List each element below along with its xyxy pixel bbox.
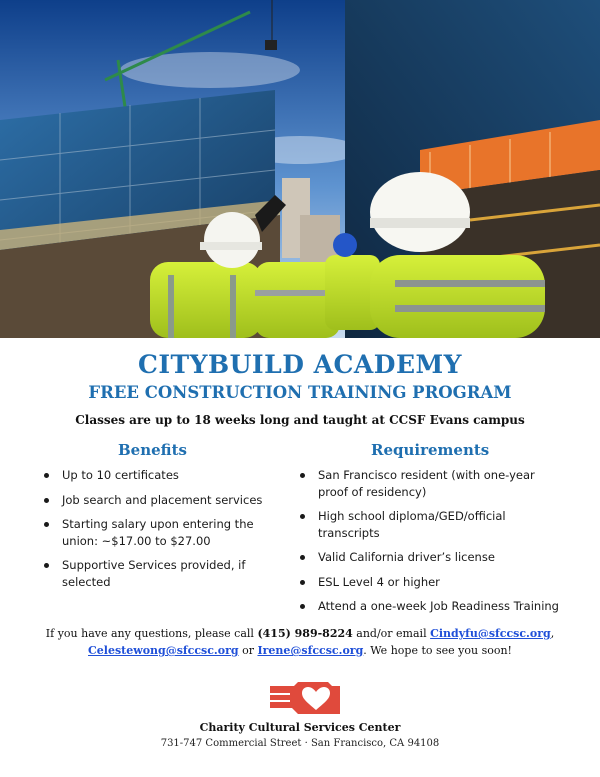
- email-link-cindy[interactable]: Cindyfu@sfccsc.org: [430, 627, 551, 640]
- organization-name: Charity Cultural Services Center: [199, 721, 401, 734]
- requirements-list: [296, 467, 566, 623]
- list-item: San Francisco resident (with one-year proof of residency): [296, 467, 566, 500]
- contact-closing: . We hope to see you soon!: [363, 644, 512, 657]
- list-item: Starting salary upon entering the union: ~$17.00 to $27.00: [40, 516, 280, 549]
- contact-or: or: [242, 644, 254, 657]
- list-item: Up to 10 certificates: [40, 467, 280, 484]
- class-info: Classes are up to 18 weeks long and taught at CCSF Evans campus: [75, 413, 525, 427]
- organization-address: 731-747 Commercial Street · San Francisco, CA 94108: [160, 738, 440, 749]
- list-item: Supportive Services provided, if selected: [40, 557, 280, 590]
- page-title: CITYBUILD ACADEMY: [137, 350, 463, 379]
- email-link-celeste[interactable]: Celestewong@sfccsc.org: [88, 644, 239, 657]
- benefits-heading: Benefits: [118, 441, 187, 459]
- requirements-heading: Requirements: [371, 441, 490, 459]
- contact-intro: If you have any questions, please call: [45, 627, 254, 640]
- contact-and-email: and/or email: [356, 627, 427, 640]
- list-item: High school diploma/GED/official transcripts: [296, 508, 566, 541]
- email-link-irene[interactable]: Irene@sfccsc.org: [257, 644, 364, 657]
- list-item: Attend a one-week Job Readiness Training: [296, 598, 566, 615]
- list-item: Valid California driver’s license: [296, 549, 566, 566]
- contact-info: [40, 625, 560, 659]
- phone-number: (415) 989-8224: [257, 627, 353, 640]
- list-item: ESL Level 4 or higher: [296, 574, 566, 591]
- comma: ,: [550, 627, 555, 640]
- logo: [268, 672, 348, 720]
- construction-site-illustration: [0, 0, 600, 338]
- program-subtitle: FREE CONSTRUCTION TRAINING PROGRAM: [88, 383, 512, 402]
- hand-heart-icon: [268, 672, 348, 720]
- list-item: Job search and placement services: [40, 492, 280, 509]
- benefits-list: [40, 467, 280, 598]
- hero-photo: [0, 0, 600, 338]
